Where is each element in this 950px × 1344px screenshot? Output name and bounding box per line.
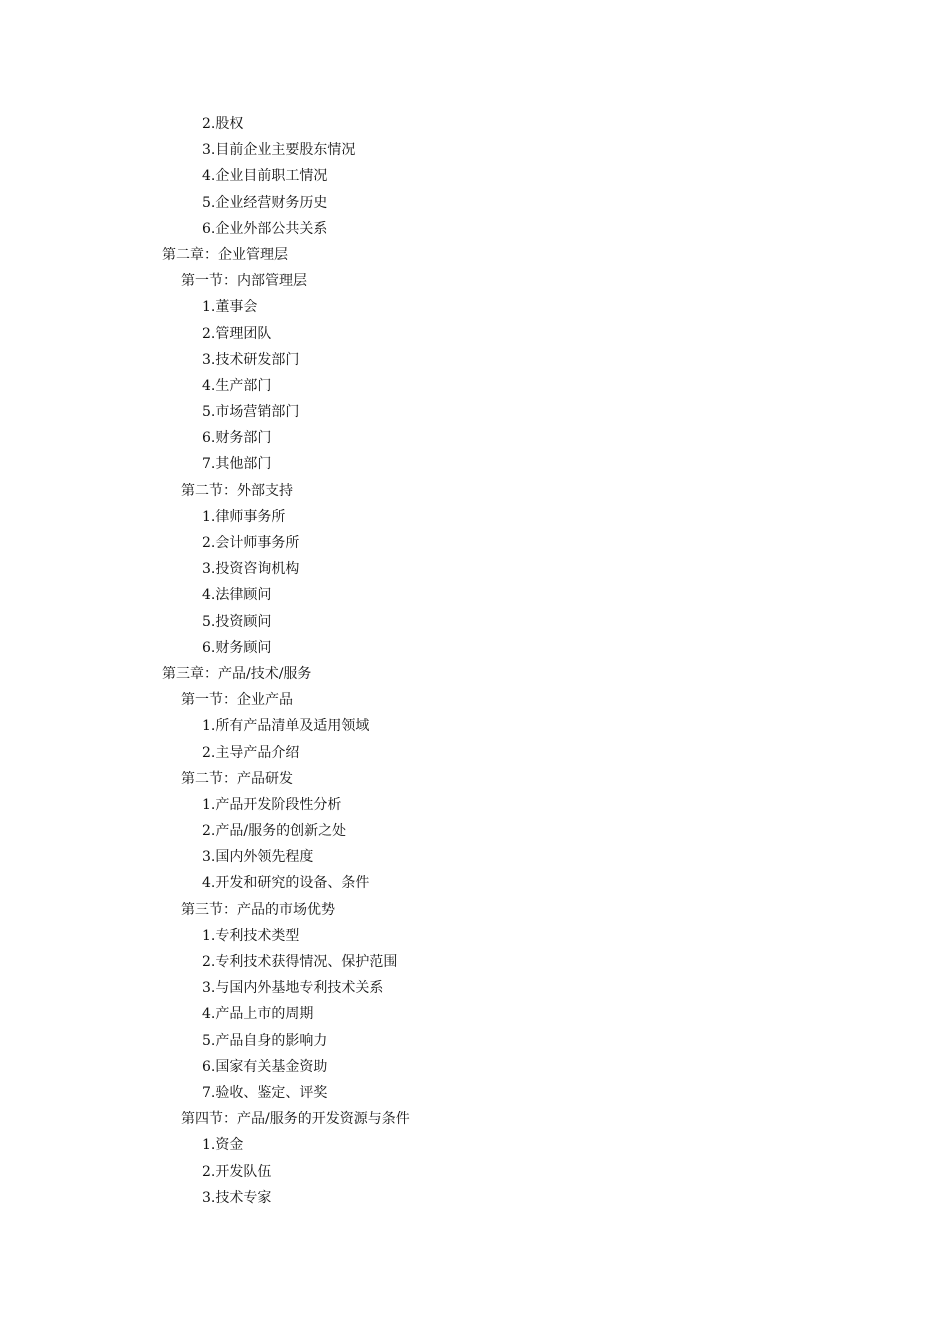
outline-item: 6.财务部门 (202, 430, 272, 447)
outline-item: 2.管理团队 (202, 325, 272, 342)
outline-item: 2.专利技术获得情况、保护范围 (202, 954, 398, 970)
outline-item: 3.与国内外基地专利技术关系 (202, 980, 384, 997)
outline-item: 1.资金 (202, 1137, 244, 1154)
outline-item: 1.所有产品清单及适用领域 (202, 718, 370, 735)
outline-item: 5.企业经营财务历史 (202, 194, 328, 211)
outline-item: 3.国内外领先程度 (202, 849, 314, 866)
outline-item: 7.验收、鉴定、评奖 (202, 1084, 328, 1101)
outline-item: 2.会计师事务所 (202, 535, 300, 551)
document-page (0, 111, 950, 1211)
outline-item: 1.专利技术类型 (202, 927, 300, 944)
section-heading: 第三节：产品的市场优势 (181, 901, 335, 918)
outline-item: 2.股权 (202, 116, 244, 132)
section-heading: 第二节：外部支持 (181, 482, 293, 499)
outline-item: 4.法律顾问 (202, 587, 272, 604)
outline-item: 3.技术专家 (202, 1189, 272, 1206)
chapter-heading: 第二章：企业管理层 (162, 246, 288, 263)
outline-item: 7.其他部门 (202, 456, 272, 473)
outline-item: 3.投资咨询机构 (202, 561, 300, 578)
outline-item: 6.企业外部公共关系 (202, 220, 328, 237)
outline-item: 3.目前企业主要股东情况 (202, 142, 356, 159)
outline-item: 1.产品开发阶段性分析 (202, 796, 342, 813)
outline-item: 5.市场营销部门 (202, 404, 300, 421)
outline-item: 1.律师事务所 (202, 508, 286, 525)
outline-item: 3.技术研发部门 (202, 351, 300, 368)
outline-item: 4.生产部门 (202, 377, 272, 394)
section-heading: 第二节：产品研发 (181, 770, 293, 787)
outline-item: 6.财务顾问 (202, 639, 272, 656)
outline-item: 5.投资顾问 (202, 613, 272, 630)
section-heading: 第一节：企业产品 (181, 692, 293, 709)
chapter-heading: 第三章：产品/技术/服务 (162, 665, 312, 682)
outline-item: 5.产品自身的影响力 (202, 1032, 328, 1049)
section-heading: 第一节：内部管理层 (181, 273, 307, 290)
outline-item: 4.企业目前职工情况 (202, 168, 328, 185)
outline-item: 1.董事会 (202, 299, 258, 316)
outline-item: 6.国家有关基金资助 (202, 1058, 328, 1075)
outline-item: 2.主导产品介绍 (202, 744, 300, 761)
outline-item: 4.开发和研究的设备、条件 (202, 875, 370, 892)
outline-item: 2.产品/服务的创新之处 (202, 823, 347, 840)
outline-item: 2.开发队伍 (202, 1163, 272, 1180)
outline-item: 4.产品上市的周期 (202, 1006, 314, 1023)
section-heading: 第四节：产品/服务的开发资源与条件 (181, 1111, 410, 1128)
